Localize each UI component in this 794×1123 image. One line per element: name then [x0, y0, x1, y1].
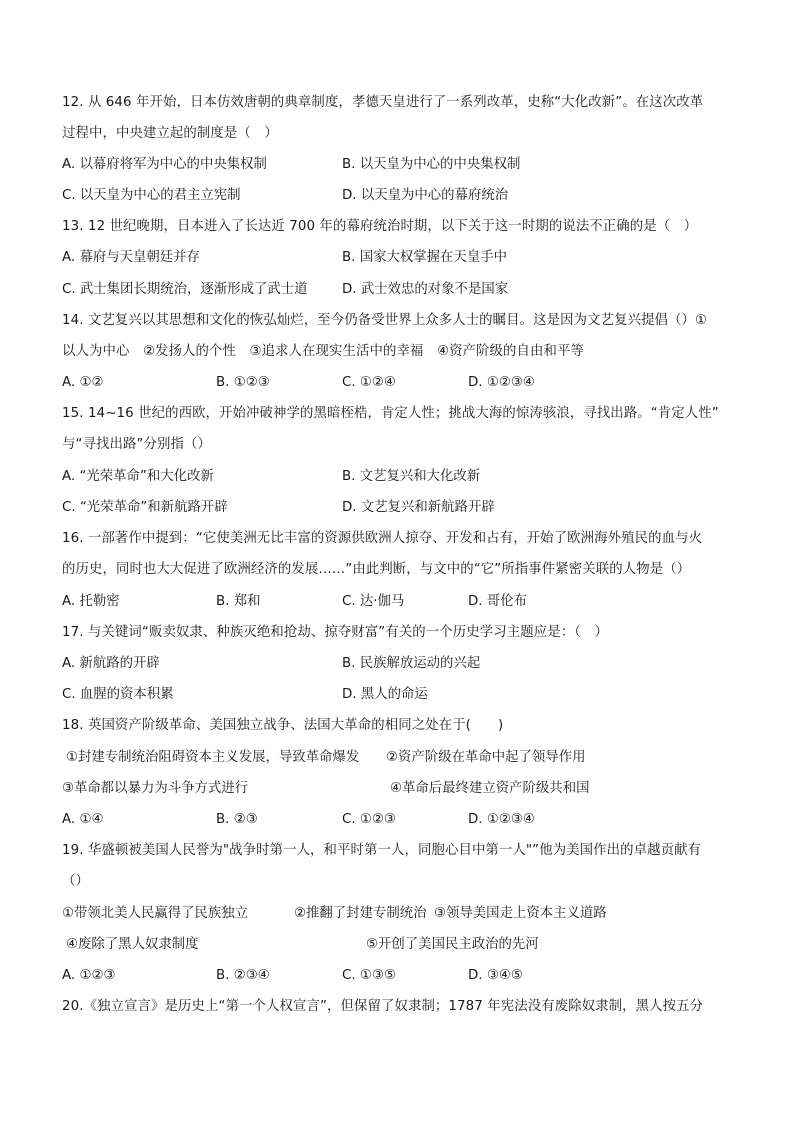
question-16-option-b: B. 郑和	[216, 594, 261, 609]
question-18-item-4: ④革命后最终建立资产阶级共和国	[390, 781, 590, 796]
question-18-stem-line1: 18. 英国资产阶级革命、美国独立战争、法国大革命的相同之处在于( )	[62, 718, 504, 733]
question-15-option-c: C. “光荣革命”和新航路开辟	[62, 500, 228, 515]
question-14-option-a: A. ①②	[62, 375, 104, 390]
question-13-option-a: A. 幕府与天皇朝廷并存	[62, 250, 200, 265]
question-18-item-1: ①封建专制统治阻碍资本主义发展，导致革命爆发	[66, 750, 360, 765]
question-20-stem-line1: 20.《独立宣言》是历史上“第一个人权宣言”，但保留了奴隶制；1787 年宪法没有废除奴隶制，黑人按五分	[62, 999, 704, 1014]
question-12-option-b: B. 以天皇为中心的中央集权制	[342, 157, 521, 172]
question-16-option-d: D. 哥伦布	[468, 594, 527, 609]
question-18-item-3: ③革命都以暴力为斗争方式进行	[62, 781, 249, 796]
question-19-stem-line2: （）	[62, 874, 89, 889]
question-17-option-a: A. 新航路的开辟	[62, 656, 160, 671]
question-18-option-a: A. ①④	[62, 812, 104, 827]
question-14-option-d: D. ①②③④	[468, 375, 535, 390]
question-14-stem-line1: 14. 文艺复兴以其思想和文化的恢弘灿烂，至今仍备受世界上众多人士的瞩目。这是因为文艺复兴提倡（）①	[62, 313, 708, 328]
question-12-option-c: C. 以天皇为中心的君主立宪制	[62, 188, 241, 203]
question-19-option-d: D. ③④⑤	[468, 968, 523, 983]
question-13-option-d: D. 武士效忠的对象不是国家	[342, 282, 509, 297]
question-17-stem-line1: 17. 与关键词“贩卖奴隶、种族灭绝和抢劫、掠夺财富”有关的一个历史学习主题应是：（ ）	[62, 625, 608, 640]
question-16-stem-line1: 16. 一部著作中提到：“它使美洲无比丰富的资源供欧洲人掠夺、开发和占有，开始了欧洲海外殖民的血与火	[62, 531, 703, 546]
question-12-stem-line2: 过程中，中央建立起的制度是（ ）	[62, 126, 278, 141]
question-19-option-c: C. ①③⑤	[342, 968, 396, 983]
question-19-item-1: ①带领北美人民赢得了民族独立	[62, 906, 249, 921]
question-14-option-b: B. ①②③	[216, 375, 270, 390]
question-12-stem-line1: 12. 从 646 年开始，日本仿效唐朝的典章制度，孝德天皇进行了一系列改革，史称“大化改新”。在这次改革	[62, 95, 704, 110]
question-18-item-2: ②资产阶级在革命中起了领导作用	[386, 750, 586, 765]
question-13-option-b: B. 国家大权掌握在天皇手中	[342, 250, 507, 265]
question-18-option-b: B. ②③	[216, 812, 258, 827]
question-19-item-3: ③领导美国走上资本主义道路	[434, 906, 607, 921]
question-15-stem-line1: 15. 14~16 世纪的西欧，开始冲破神学的黑暗桎梏，肯定人性；挑战大海的惊涛骇浪，寻找出路。“肯定人性”	[62, 406, 719, 421]
question-16-option-a: A. 托勒密	[62, 594, 120, 609]
question-13-option-c: C. 武士集团长期统治，逐渐形成了武士道	[62, 282, 308, 297]
question-17-option-b: B. 民族解放运动的兴起	[342, 656, 481, 671]
question-18-option-d: D. ①②③④	[468, 812, 535, 827]
question-17-option-c: C. 血腥的资本积累	[62, 687, 174, 702]
question-19-option-b: B. ②③④	[216, 968, 270, 983]
question-14-option-c: C. ①②④	[342, 375, 396, 390]
question-15-option-b: B. 文艺复兴和大化改新	[342, 469, 481, 484]
question-15-option-d: D. 文艺复兴和新航路开辟	[342, 500, 495, 515]
question-19-item-4: ④废除了黑人奴隶制度	[66, 937, 199, 952]
question-18-option-c: C. ①②③	[342, 812, 396, 827]
question-19-item-5: ⑤开创了美国民主政治的先河	[366, 937, 539, 952]
question-12-option-d: D. 以天皇为中心的幕府统治	[342, 188, 509, 203]
question-15-stem-line2: 与“寻找出路”分别指（）	[62, 437, 211, 452]
question-19-option-a: A. ①②③	[62, 968, 116, 983]
question-14-stem-line2: 以人为中心 ②发扬人的个性 ③追求人在现实生活中的幸福 ④资产阶级的自由和平等	[62, 344, 584, 359]
question-16-stem-line2: 的历史，同时也大大促进了欧洲经济的发展……”由此判断，与文中的“它”所指事件紧密关联的人物是（）	[62, 562, 691, 577]
question-19-item-2: ②推翻了封建专制统治	[294, 906, 427, 921]
question-15-option-a: A. “光荣革命”和大化改新	[62, 469, 214, 484]
question-16-option-c: C. 达·伽马	[342, 594, 405, 609]
question-13-stem-line1: 13. 12 世纪晚期，日本进入了长达近 700 年的幕府统治时期，以下关于这一时期的说法不正确的是（ ）	[62, 219, 698, 234]
question-17-option-d: D. 黑人的命运	[342, 687, 428, 702]
question-19-stem-line1: 19. 华盛顿被美国人民誉为"战争时第一人，和平时第一人，同胞心目中第一人"”他为美国作出的卓越贡献有	[62, 843, 702, 858]
question-12-option-a: A. 以幕府将军为中心的中央集权制	[62, 157, 267, 172]
